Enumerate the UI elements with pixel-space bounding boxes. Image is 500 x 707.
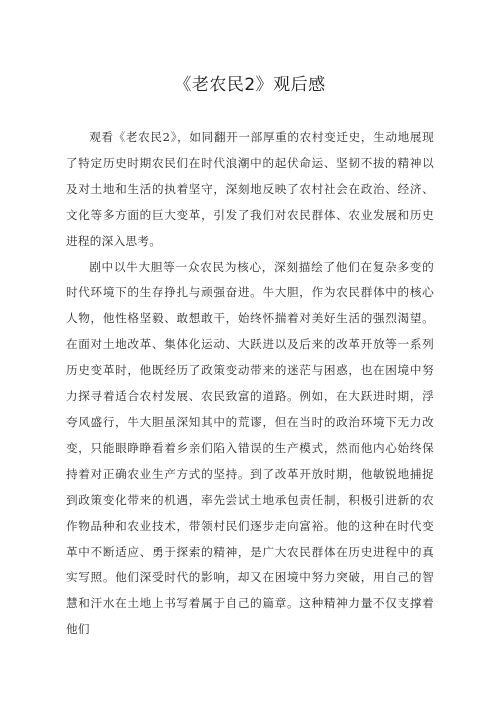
paragraph-2: 剧中以牛大胆等一众农民为核心，深刻描绘了他们在复杂多变的时代环境下的生存挣扎与顽强奋进。牛大胆，作为农民群体中的核心人物，他性格坚毅、敢想敢干，始终怀揣着对美好生活的强烈渴望。在面对土地改革、集体化运动、大跃进以及后来的改革开放等一系列历史变革时，他既经历了政策变动带来的迷茫与困惑，也在困境中努力探寻着适合农村发展、农民致富的道路。例如，在大跃进时期，浮夸风盛行，牛大胆虽深知其中的荒谬，但在当时的政治环境下无力改变，只能眼睁睁看着乡亲们陷入错误的生产模式，然而他内心始终保持着对正确农业生产方式的坚持。到了改革开放时期，他敏锐地捕捉到政策变化带来的机遇，率先尝试土地承包责任制，积极引进新的农作物品种和农业技术，带领村民们逐步走向富裕。他的这种在时代变革中不断适应、勇于探索的精神，是广大农民群体在历史进程中的真实写照。他们深受时代的影响，却又在困境中努力突破，用自己的智慧和汗水在土地上书写着属于自己的篇章。这种精神力量不仅支撑着他们 — [66, 259, 434, 637]
paragraph-1: 观看《老农民2》，如同翻开一部厚重的农村变迁史，生动地展现了特定历史时期农民们在时代浪潮中的起伏命运、坚韧不拔的精神以及对土地和生活的执着坚守，深刻地反映了农村社会在政治、经济、文化等多方面的巨大变革，引发了我们对农民群体、农业发展和历史进程的深入思考。 — [66, 130, 434, 248]
document-title: 《老农民2》观后感 — [174, 75, 326, 95]
